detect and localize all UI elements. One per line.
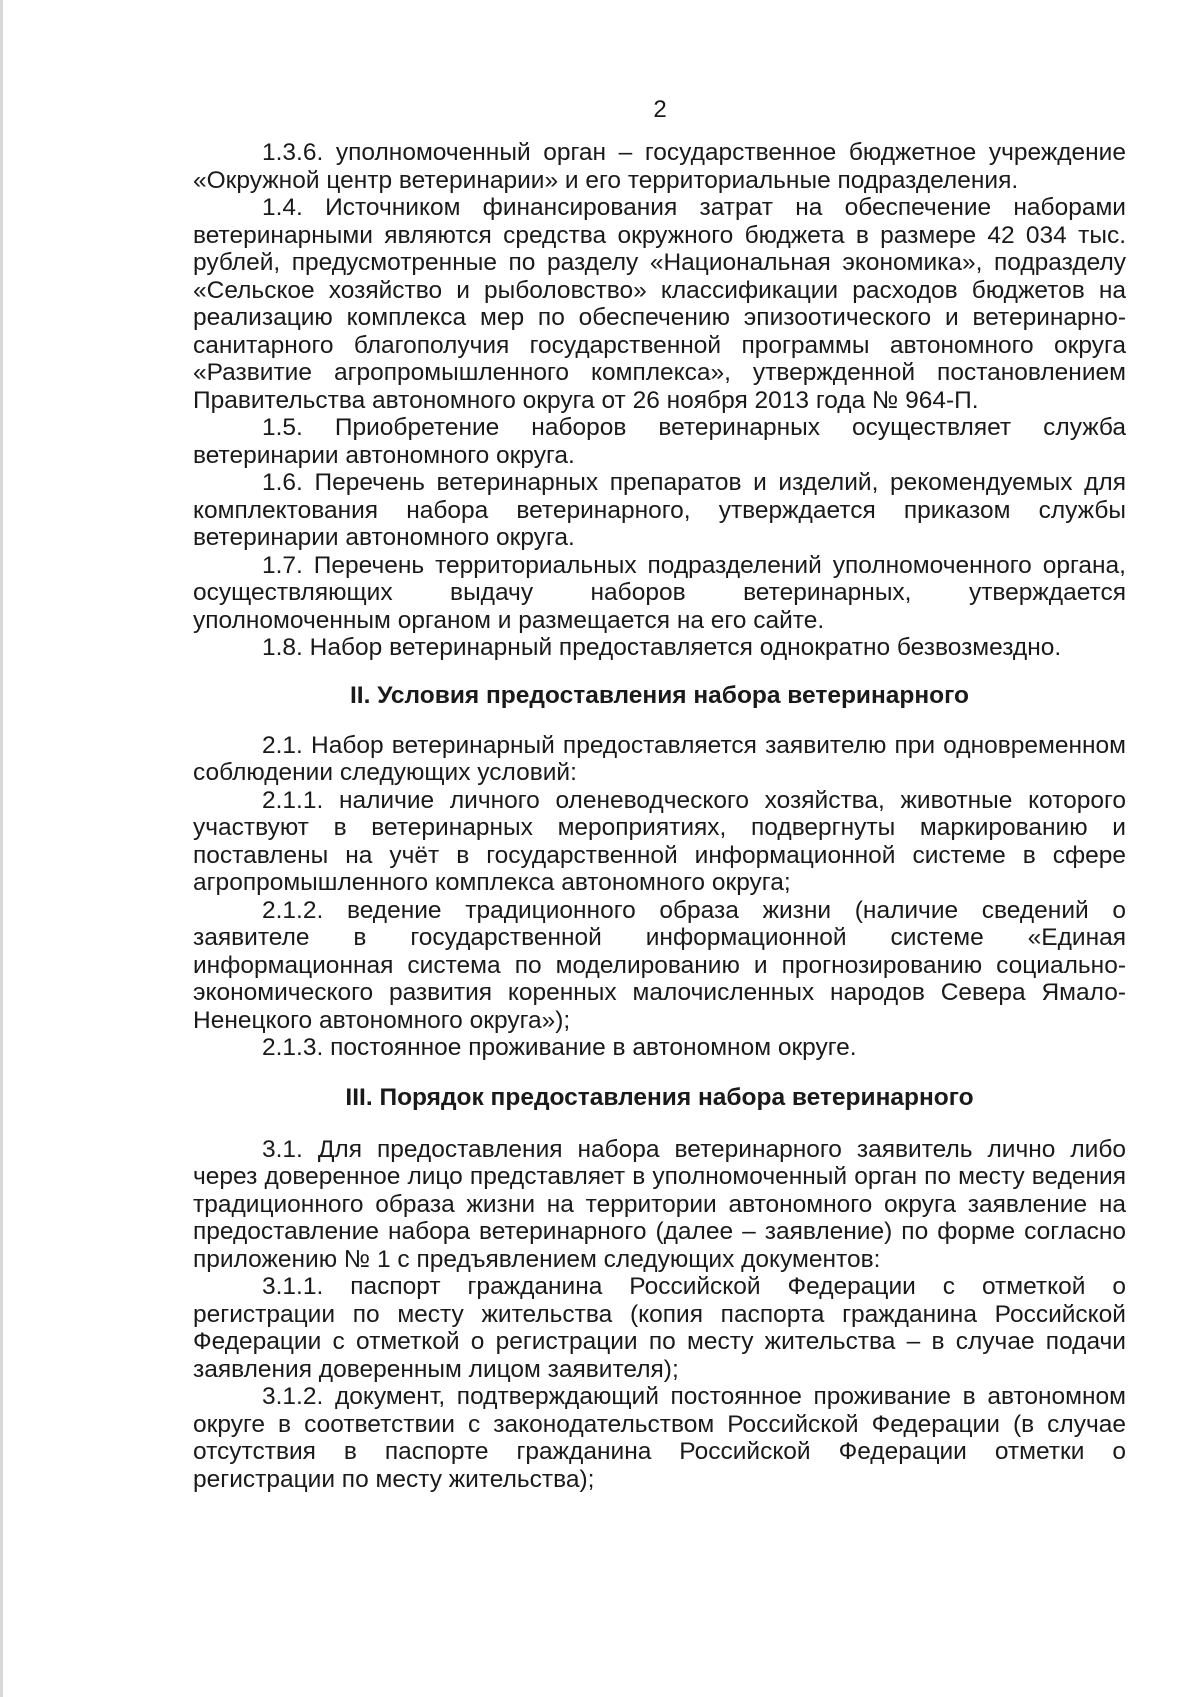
paragraph-2-1-2: 2.1.2. ведение традиционного образа жизни (наличие сведений о заявителе в государственной информационной системе «Единая информационная система по моделированию и прогнозированию социально-экономического развития коренных малочисленных народов Севера Ямало-Ненецкого автономного округа»); (193, 896, 1126, 1034)
paragraph-1-4: 1.4. Источником финансирования затрат на обеспечение наборами ветеринарными являются средства окружного бюджета в размере 42 034 тыс. рублей, предусмотренные по разделу «Национальная экономика», подразделу «Сельское хозяйство и рыболовство» классификации расходов бюджетов на реализацию комплекса мер по обеспечению эпизоотического и ветеринарно-санитарного благополучия государственной программы автономного округа «Развитие агропромышленного комплекса», утвержденной постановлением Правительства автономного округа от 26 ноября 2013 года № 964-П. (193, 194, 1126, 414)
document-body (193, 139, 1126, 1493)
page-number: 2 (653, 96, 667, 123)
paragraph-1-8: 1.8. Набор ветеринарный предоставляется однократно безвозмездно. (262, 634, 1062, 661)
paragraph-2-1: 2.1. Набор ветеринарный предоставляется заявителю при одновременном соблюдении следующих условий: (193, 731, 1126, 786)
paragraph-3-1-2: 3.1.2. документ, подтверждающий постоянное проживание в автономном округе в соответствии с законодательством Российской Федерации (в случае отсутствия в паспорте гражданина Российской Федерации отметки о регистрации по месту жительства); (193, 1383, 1126, 1493)
section-2-heading: II. Условия предоставления набора ветеринарного (350, 681, 969, 709)
paragraph-2-1-1: 2.1.1. наличие личного оленеводческого хозяйства, животные которого участвуют в ветеринарных мероприятиях, подвергнуты маркированию и поставлены на учёт в государственной информационной системе в сфере агропромышленного комплекса автономного округа; (193, 786, 1126, 896)
section-3-heading: III. Порядок предоставления набора ветеринарного (345, 1083, 974, 1111)
paragraph-1-6: 1.6. Перечень ветеринарных препаратов и изделий, рекомендуемых для комплектования набора ветеринарного, утверждается приказом службы ветеринарии автономного округа. (193, 469, 1126, 551)
paragraph-3-1-1: 3.1.1. паспорт гражданина Российской Федерации с отметкой о регистрации по месту жительства (копия паспорта гражданина Российской Федерации с отметкой о регистрации по месту жительства – в случае подачи заявления доверенным лицом заявителя); (193, 1273, 1126, 1383)
scan-edge (0, 0, 3, 1697)
paragraph-1-3-6: 1.3.6. уполномоченный орган – государственное бюджетное учреждение «Окружной центр ветеринарии» и его территориальные подразделения. (193, 139, 1126, 194)
paragraph-2-1-3: 2.1.3. постоянное проживание в автономном округе. (262, 1034, 857, 1061)
paragraph-1-7: 1.7. Перечень территориальных подразделений уполномоченного органа, осуществляющих выдачу наборов ветеринарных, утверждается уполномоченным органом и размещается на его сайте. (193, 551, 1126, 634)
paragraph-1-5: 1.5. Приобретение наборов ветеринарных осуществляет служба ветеринарии автономного округа. (193, 414, 1126, 469)
paragraph-3-1: 3.1. Для предоставления набора ветеринарного заявитель лично либо через доверенное лицо представляет в уполномоченный орган по месту ведения традиционного образа жизни на территории автономного округа заявление на предоставление набора ветеринарного (далее – заявление) по форме согласно приложению № 1 с предъявлением следующих документов: (193, 1135, 1126, 1273)
